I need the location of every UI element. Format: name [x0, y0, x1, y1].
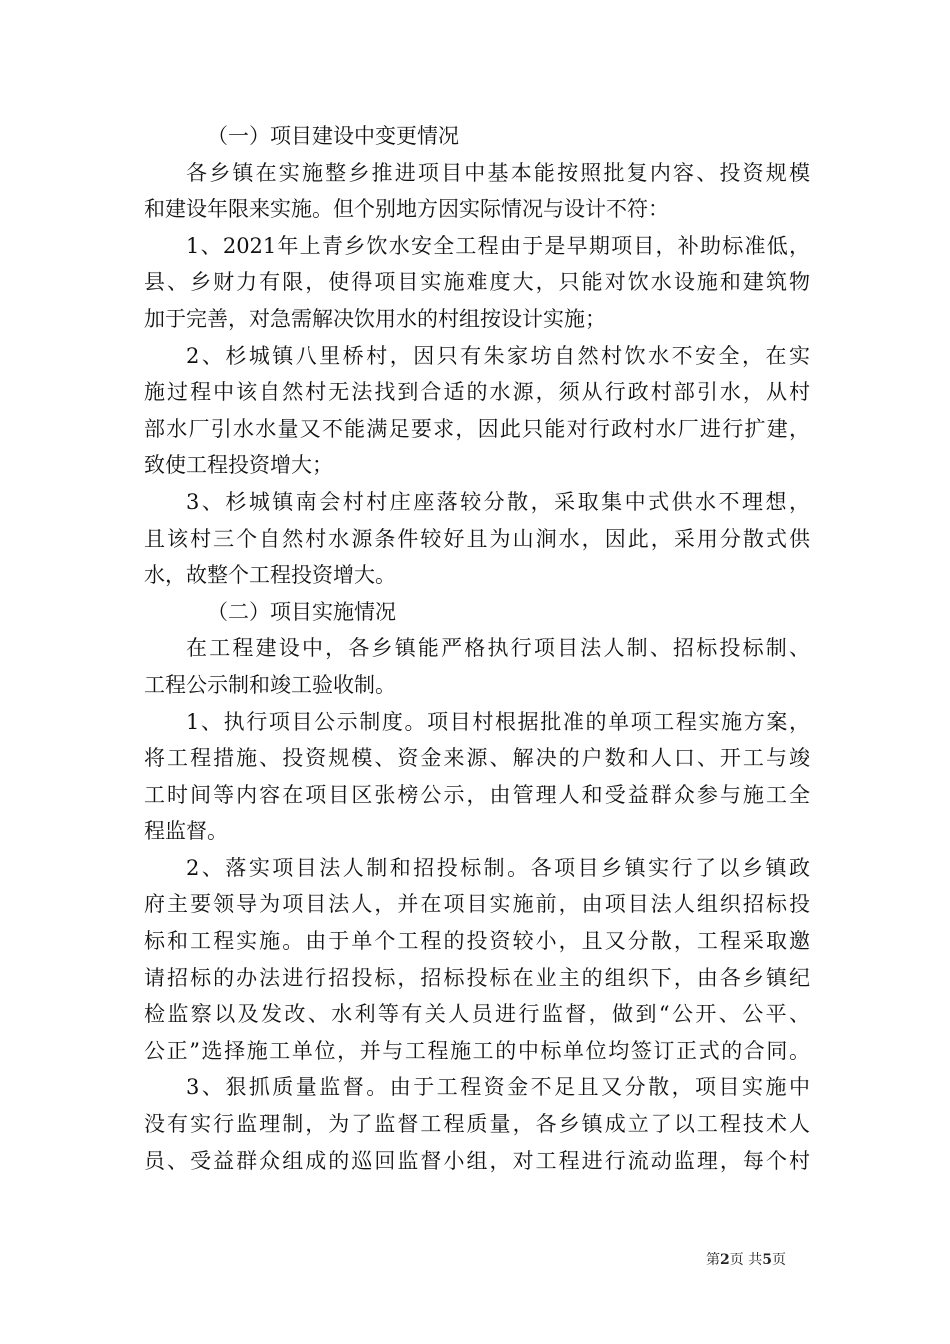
footer-prefix: 第 — [706, 1252, 720, 1268]
paragraph-line: 没有实行监理制，为了监督工程质量，各乡镇成立了以工程技术人 — [144, 1112, 810, 1137]
paragraph-line: 员、受益群众组成的巡回监督小组，对工程进行流动监理，每个村 — [144, 1148, 810, 1173]
paragraph-line: 致使工程投资增大； — [144, 453, 333, 478]
page-footer — [706, 1249, 816, 1269]
paragraph-line: 且该村三个自然村水源条件较好且为山涧水，因此，采用分散式供 — [144, 526, 810, 551]
paragraph-line: 工时间等内容在项目区张榜公示，由管理人和受益群众参与施工全 — [144, 782, 810, 807]
paragraph-line: 部水厂引水水量又不能满足要求，因此只能对行政村水厂进行扩建， — [144, 416, 810, 441]
current-page-number: 2 — [720, 1252, 730, 1268]
paragraph-line: 3、狠抓质量监督。由于工程资金不足且又分散，项目实施中 — [186, 1075, 810, 1100]
paragraph-line: 检监察以及发改、水利等有关人员进行监督，做到“公开、公平、 — [144, 1002, 810, 1027]
paragraph-line: 2、落实项目法人制和招投标制。各项目乡镇实行了以乡镇政 — [186, 855, 810, 880]
paragraph-line: 水，故整个工程投资增大。 — [144, 563, 396, 588]
paragraph-line: 加于完善，对急需解决饮用水的村组按设计实施； — [144, 306, 606, 331]
paragraph-line: 工程公示制和竣工验收制。 — [144, 672, 396, 697]
paragraph-line: 1、2021年上青乡饮水安全工程由于是早期项目，补助标准低， — [186, 233, 810, 258]
paragraph-line: 在工程建设中，各乡镇能严格执行项目法人制、招标投标制、 — [186, 636, 810, 661]
paragraph-line: 2、杉城镇八里桥村，因只有朱家坊自然村饮水不安全，在实 — [186, 343, 810, 368]
paragraph-line: 请招标的办法进行招投标，招标投标在业主的组织下，由各乡镇纪 — [144, 965, 810, 990]
total-pages-number: 5 — [762, 1252, 772, 1268]
paragraph-line: 1、执行项目公示制度。项目村根据批准的单项工程实施方案， — [186, 709, 810, 734]
document-body — [144, 118, 810, 1179]
paragraph-line: 3、杉城镇南会村村庄座落较分散，采取集中式供水不理想， — [186, 489, 810, 514]
paragraph-line: 施过程中该自然村无法找到合适的水源，须从行政村部引水，从村 — [144, 380, 810, 405]
paragraph-line: 各乡镇在实施整乡推进项目中基本能按照批复内容、投资规模 — [186, 160, 810, 185]
paragraph-line: 和建设年限来实施。但个别地方因实际情况与设计不符： — [144, 197, 669, 222]
section-heading: （二）项目实施情况 — [207, 599, 396, 624]
paragraph-line: 将工程措施、投资规模、资金来源、解决的户数和人口、开工与竣 — [144, 746, 810, 771]
paragraph-line: 标和工程实施。由于单个工程的投资较小，且又分散，工程采取邀 — [144, 929, 810, 954]
paragraph-line: 县、乡财力有限，使得项目实施难度大，只能对饮水设施和建筑物 — [144, 270, 810, 295]
paragraph-line: 公正”选择施工单位，并与工程施工的中标单位均签订正式的合同。 — [144, 1038, 810, 1063]
paragraph-line: 程监督。 — [144, 819, 228, 844]
section-heading: （一）项目建设中变更情况 — [207, 124, 459, 148]
footer-middle: 页 共 — [729, 1252, 763, 1268]
footer-suffix: 页 — [771, 1252, 786, 1268]
paragraph-line: 府主要领导为项目法人，并在项目实施前，由项目法人组织招标投 — [144, 892, 810, 917]
